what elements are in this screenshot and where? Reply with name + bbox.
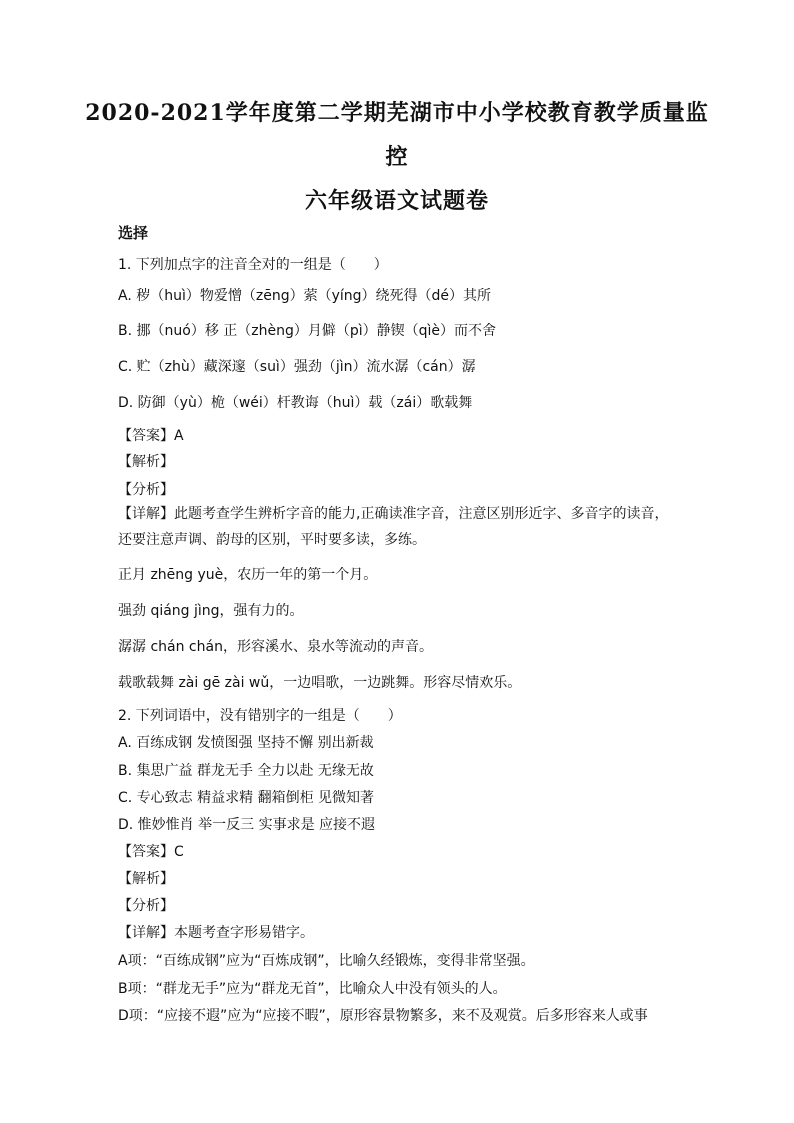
section-heading: 选择 [118, 224, 149, 242]
subtitle: 六年级语文试题卷 [304, 188, 489, 214]
q1-note: 正月 zhēng yuè，农历一年的第一个月。 [118, 567, 378, 583]
q2-detail: 【详解】本题考查字形易错字。 [118, 925, 314, 941]
q1-detail: 【详解】此题考查学生辨析字音的能力,正确读准字音，注意区别形近字、多音字的读音，还要注意声调、韵母的区别，平时要多读，多练。 [118, 506, 669, 548]
question-1-stem: 1. 下列加点字的注音全对的一组是（ ） [118, 257, 388, 273]
q2-option-a: A. 百练成钢 发愤图强 坚持不懈 别出新裁 [118, 735, 374, 751]
q1-jiexi: 【解析】 [118, 454, 174, 470]
q2-option-d: D. 惟妙惟肖 举一反三 实事求是 应接不遐 [118, 817, 376, 833]
title-line-1: 2020-2021学年度第二学期芜湖市中小学校教育教学质量监 [85, 100, 709, 126]
title-line-2: 控 [385, 144, 409, 170]
question-2-stem: 2. 下列词语中，没有错别字的一组是（ ） [118, 708, 402, 724]
q2-option-c: C. 专心致志 精益求精 翻箱倒柜 见微知著 [118, 790, 375, 806]
q2-item: A项：“百练成钢”应为“百炼成钢”，比喻久经锻炼，变得非常坚强。 [118, 953, 535, 969]
q1-note: 载歌载舞 zài gē zài wǔ，一边唱歌，一边跳舞。形容尽情欢乐。 [118, 675, 522, 691]
q2-option-b: B. 集思广益 群龙无手 全力以赴 无缘无故 [118, 763, 374, 779]
q2-item: B项：“群龙无手”应为“群龙无首”，比喻众人中没有领头的人。 [118, 981, 507, 997]
q2-jiexi: 【解析】 [118, 871, 174, 887]
q1-fenxi: 【分析】 [118, 482, 174, 498]
q1-answer: 【答案】A [118, 428, 184, 444]
q2-item: D项：“应接不遐”应为“应接不暇”，原形容景物繁多，来不及观赏。后多形容来人或事 [118, 1008, 648, 1024]
q1-note: 强劲 qiáng jìng，强有力的。 [118, 603, 304, 619]
q1-option-d: D. 防御（yù）桅（wéi）杆教诲（huì）载（zái）歌载舞 [118, 395, 473, 411]
q2-fenxi: 【分析】 [118, 898, 174, 914]
q1-option-b: B. 挪（nuó）移 正（zhèng）月僻（pì）静锲（qìè）而不舍 [118, 323, 497, 339]
q1-option-c: C. 贮（zhù）藏深邃（suì）强劲（jìn）流水潺（cán）潺 [118, 359, 476, 375]
q1-note: 潺潺 chán chán，形容溪水、泉水等流动的声音。 [118, 639, 433, 655]
q2-answer: 【答案】C [118, 844, 184, 860]
q1-option-a: A. 秽（huì）物爱憎（zēng）萦（yíng）绕死得（dé）其所 [118, 288, 492, 304]
